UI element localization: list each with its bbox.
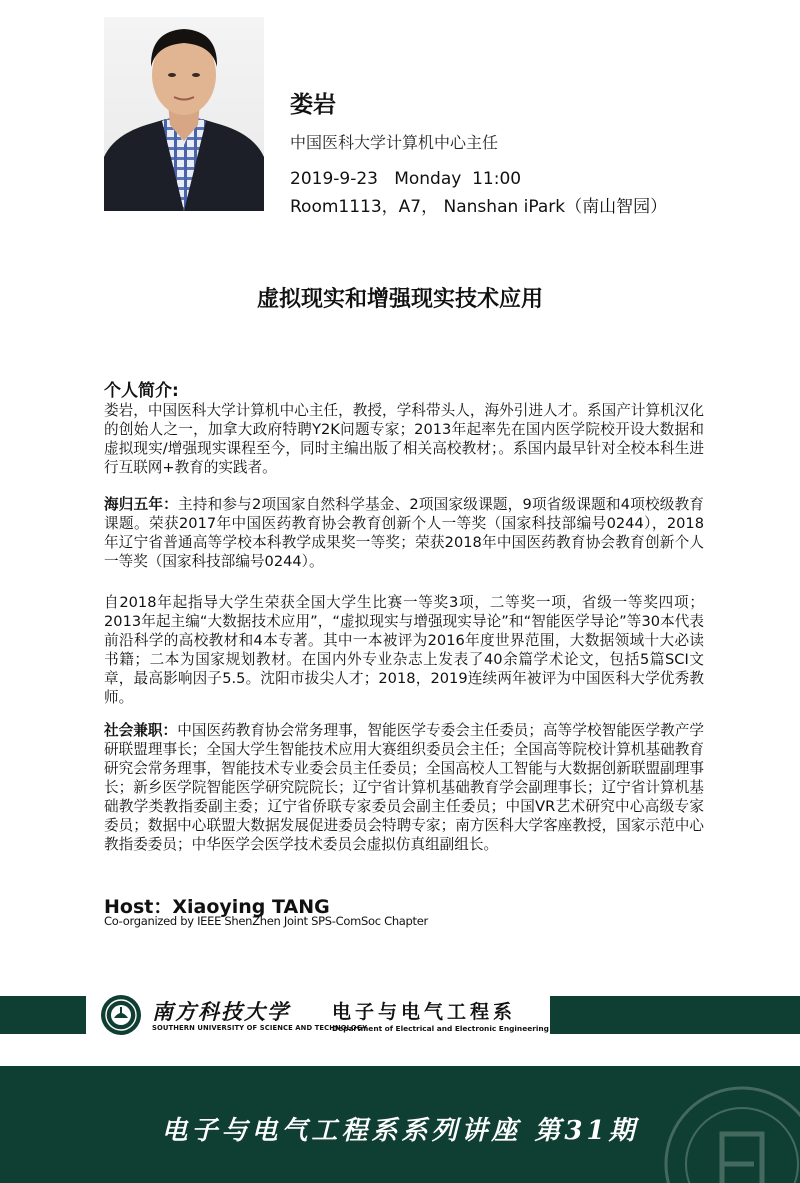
- bio-positions-label: 社会兼职：: [104, 722, 178, 739]
- footer-banner: [0, 1066, 800, 1183]
- university-name-cn: 南方科技大学: [152, 999, 290, 1024]
- lecture-series-title: 电子与电气工程系系列讲座 第31期: [161, 1116, 639, 1146]
- co-organizer: Co-organized by IEEE ShenZhen Joint SPS-ComSoc Chapter: [104, 914, 428, 928]
- bio-returnee-text: 主持和参与2项国家自然科学基金、2项国家级课题，9项省级课题和4项校级教育课题。荣获2017年中国医药教育协会教育创新个人一等奖（国家科技部编号0244），2018年辽宁省普通高等学校本科教学成果奖一等奖；荣获2018年中国医药教育协会教育创新个人一等奖（国家科技部编号0244）。: [104, 496, 704, 570]
- host-name: Host：Xiaoying TANG: [104, 896, 330, 918]
- bio-returnee-label: 海归五年：: [104, 496, 178, 513]
- university-seal-icon: [100, 994, 142, 1036]
- talk-datetime: 2019-9-23 Monday 11:00: [290, 169, 522, 189]
- bio-intro-text: 娄岩，中国医科大学计算机中心主任，教授，学科带头人，海外引进人才。系国产计算机汉化的创始人之一，加拿大政府特聘Y2K问题专家；2013年起率先在国内医学院校开设大数据和虚拟现实/增强现实课程至今，同时主编出版了相关高校教材；。系国内最早针对全校本科生进行互联网+教育的实践者。: [104, 402, 704, 476]
- department-name-cn: 电子与电气工程系: [332, 1001, 517, 1023]
- bio-paragraph-positions: [104, 721, 704, 854]
- bio-paragraph-achievements: [104, 593, 704, 707]
- bio-achievements-text: 自2018年起指导大学生荣获全国大学生比赛一等奖3项，二等奖一项，省级一等奖四项；2013年起主编“大数据技术应用”，“虚拟现实与增强现实导论”和“智能医学导论”等30本代表前沿科学的高校教材和4本专著。其中一本被评为2016年度世界范围，大数据领域十大必读书籍；二本为国家规划教材。在国内外专业杂志上发表了40余篇学术论文，包括5篇SCI文章，最高影响因子5.5。沈阳市拔尖人才；2018，2019连续两年被评为中国医科大学优秀教师。: [104, 594, 704, 706]
- department-name-en: Department of Electrical and Electronic Engineering: [332, 1024, 549, 1033]
- speaker-title: 中国医科大学计算机中心主任: [290, 133, 499, 152]
- speaker-name: 娄岩: [290, 92, 336, 118]
- bio-paragraph-intro: [104, 401, 704, 477]
- speaker-photo: [104, 17, 264, 211]
- bio-positions-text: 中国医药教育协会常务理事，智能医学专委会主任委员；高等学校智能医学教产学研联盟理事长；全国大学生智能技术应用大赛组织委员会主任；全国高等院校计算机基础教育研究会常务理事，智能技术专业委会员主任委员；全国高校人工智能与大数据创新联盟副理事长；新乡医学院智能医学研究院院长；辽宁省计算机基础教育学会副理事长；辽宁省计算机基础教学类教指委副主委；辽宁省侨联专家委员会副主任委员；中国VR艺术研究中心高级专家委员；数据中心联盟大数据发展促进委员会特聘专家；南方医科大学客座教授，国家示范中心教指委委员；中华医学会医学技术委员会虚拟仿真组副组长。: [104, 722, 704, 853]
- bio-heading: 个人简介:: [104, 381, 179, 401]
- talk-title: 虚拟现实和增强现实技术应用: [256, 287, 543, 312]
- talk-location: Room1113，A7， Nanshan iPark（南山智园）: [290, 197, 668, 217]
- university-name-en: SOUTHERN UNIVERSITY OF SCIENCE AND TECHNOLOGY: [152, 1024, 368, 1032]
- bio-paragraph-returnee: [104, 495, 704, 571]
